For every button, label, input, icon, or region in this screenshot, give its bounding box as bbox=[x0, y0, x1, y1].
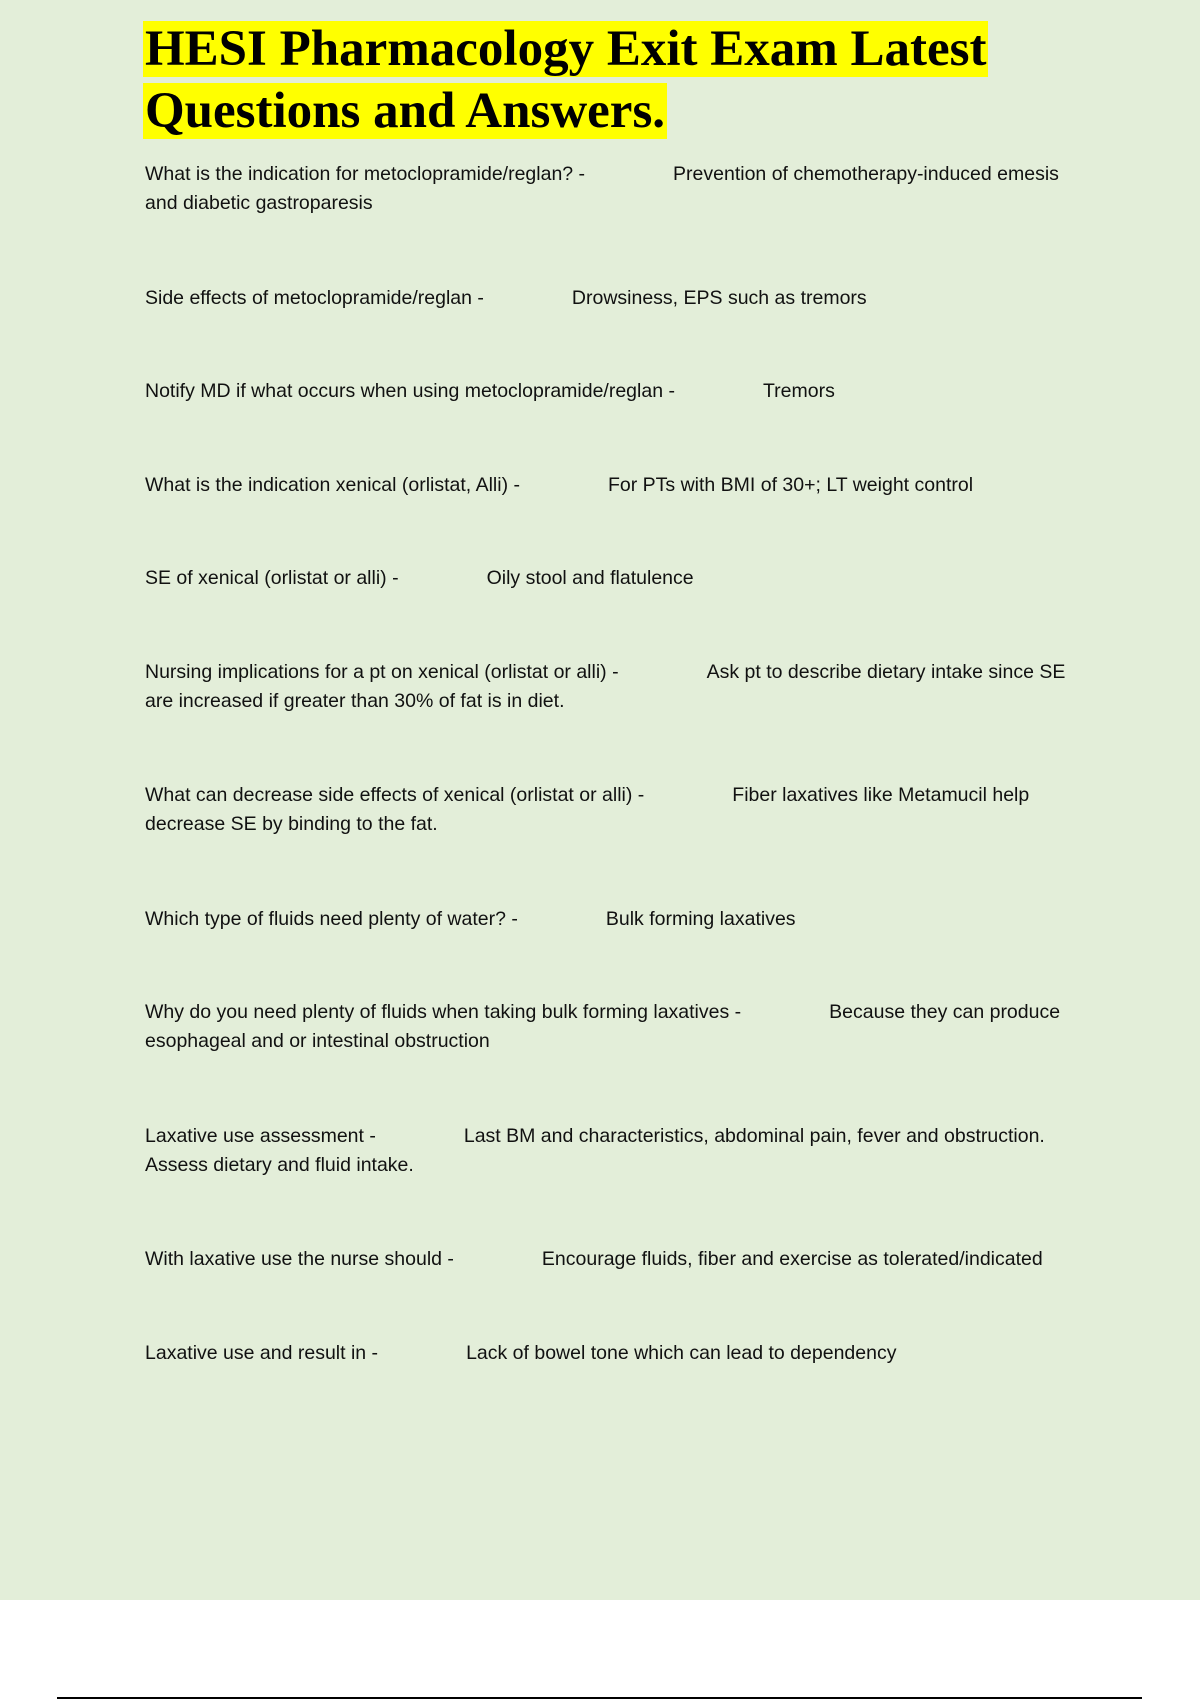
answer-text: For PTs with BMI of 30+; LT weight control bbox=[607, 474, 974, 496]
answer-text: Last BM and characteristics, abdominal pain, fever and obstruction. Assess dietary and fluid intake. bbox=[145, 1125, 1045, 1176]
question-text: What is the indication for metoclopramide/reglan? - bbox=[145, 163, 586, 185]
question-text: Laxative use and result in - bbox=[145, 1342, 379, 1364]
question-text: What can decrease side effects of xenical (orlistat or alli) - bbox=[145, 784, 645, 806]
question-text: Which type of fluids need plenty of water? - bbox=[145, 908, 518, 930]
question-text: Notify MD if what occurs when using metoclopramide/reglan - bbox=[145, 380, 675, 402]
answer-text: Tremors bbox=[762, 380, 835, 402]
question-text: Nursing implications for a pt on xenical (orlistat or alli) - bbox=[145, 661, 619, 683]
question-text: Laxative use assessment - bbox=[145, 1125, 376, 1147]
qa-item bbox=[145, 658, 1095, 716]
qa-item bbox=[145, 564, 1095, 593]
qa-item bbox=[145, 905, 1095, 934]
qa-item bbox=[145, 1339, 1095, 1368]
answer-text: Because they can produce esophageal and or intestinal obstruction bbox=[145, 1001, 1061, 1052]
answer-text: Ask pt to describe dietary intake since SE are increased if greater than 30% of fat is in diet. bbox=[145, 661, 1066, 712]
question-text: Why do you need plenty of fluids when taking bulk forming laxatives - bbox=[145, 1001, 742, 1023]
qa-item bbox=[145, 781, 1095, 839]
answer-text: Bulk forming laxatives bbox=[605, 908, 796, 930]
document-title bbox=[143, 18, 1103, 142]
question-text: What is the indication xenical (orlistat, Alli) - bbox=[145, 474, 520, 496]
qa-item bbox=[145, 377, 1095, 406]
qa-item bbox=[145, 284, 1095, 313]
question-text: SE of xenical (orlistat or alli) - bbox=[145, 567, 399, 589]
question-text: With laxative use the nurse should - bbox=[145, 1248, 454, 1270]
answer-text: Oily stool and flatulence bbox=[486, 567, 694, 589]
title-highlight: HESI Pharmacology Exit Exam Latest Questions and Answers. bbox=[145, 21, 987, 139]
answer-text: Fiber laxatives like Metamucil help decrease SE by binding to the fat. bbox=[145, 784, 1030, 835]
answer-text: Lack of bowel tone which can lead to dependency bbox=[466, 1342, 897, 1364]
qa-item bbox=[145, 1122, 1095, 1180]
question-text: Side effects of metoclopramide/reglan - bbox=[145, 287, 484, 309]
qa-item bbox=[145, 471, 1095, 500]
footer-divider bbox=[57, 1697, 1142, 1699]
answer-text: Encourage fluids, fiber and exercise as tolerated/indicated bbox=[541, 1248, 1043, 1270]
qa-item bbox=[145, 998, 1095, 1056]
answer-text: Prevention of chemotherapy-induced emesis and diabetic gastroparesis bbox=[145, 163, 1059, 214]
qa-item bbox=[145, 1245, 1095, 1274]
qa-item bbox=[145, 160, 1095, 218]
answer-text: Drowsiness, EPS such as tremors bbox=[571, 287, 867, 309]
